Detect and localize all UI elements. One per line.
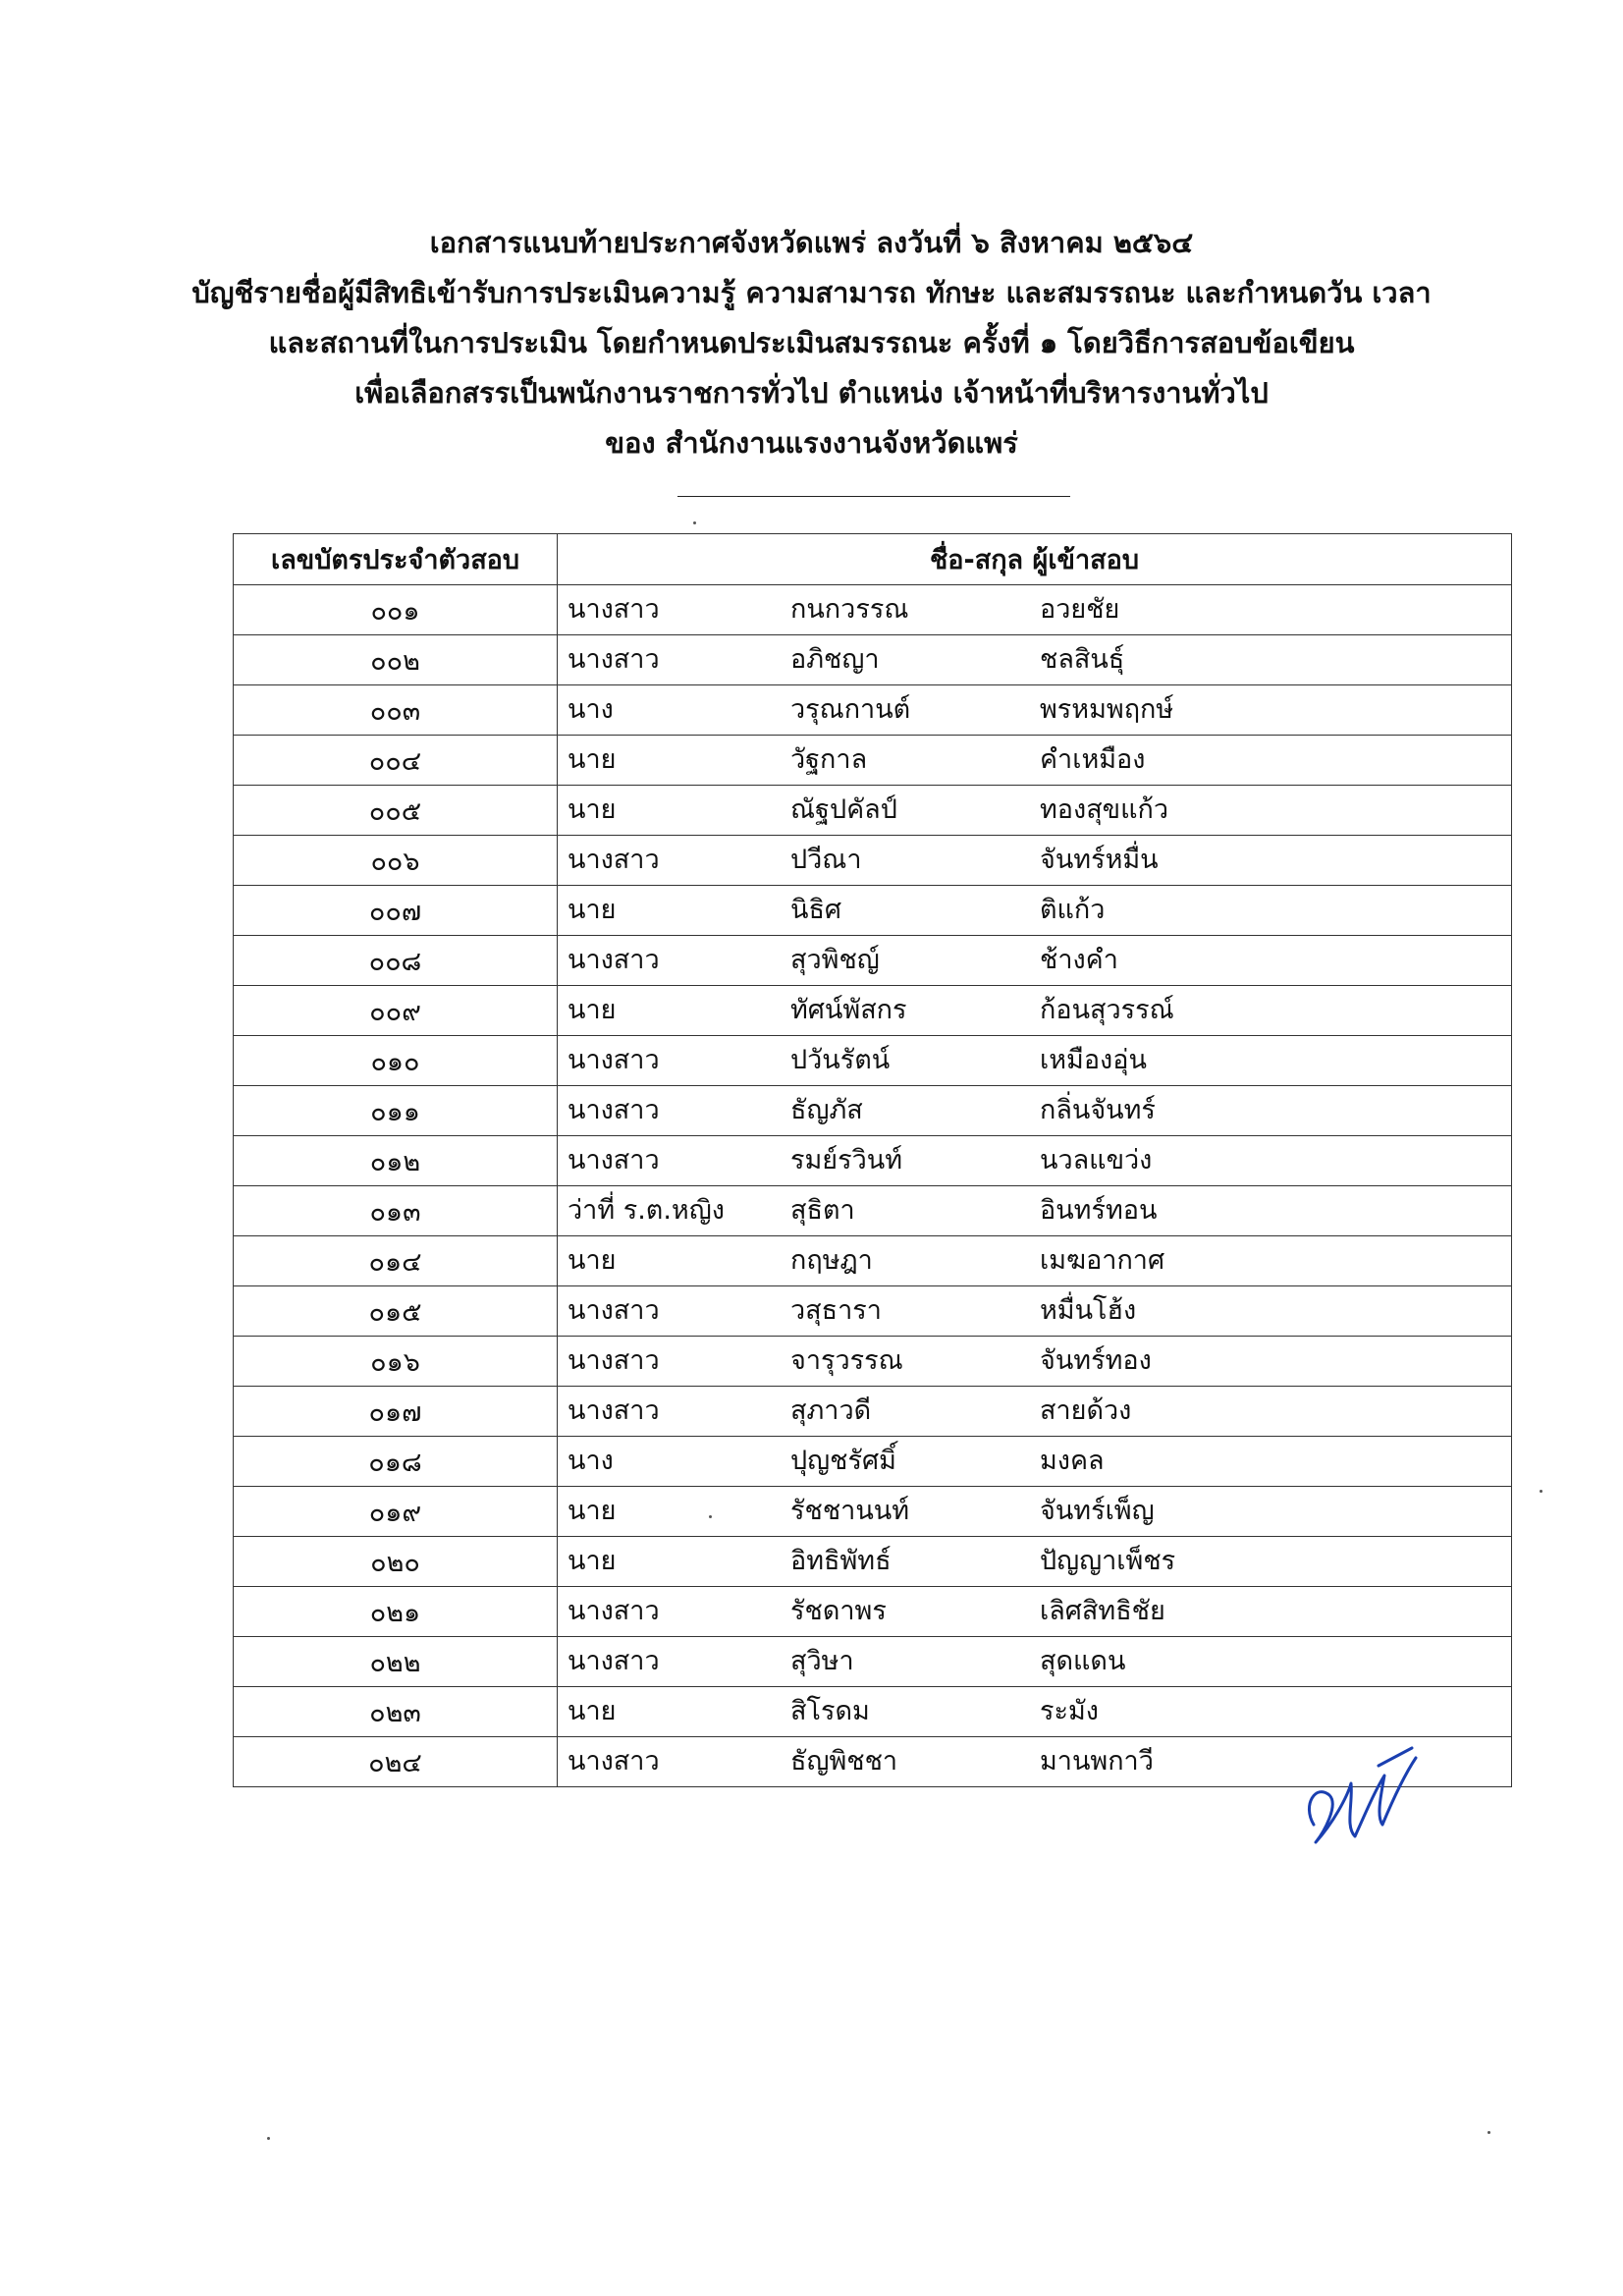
candidate-name [558, 1136, 1512, 1186]
table-row [234, 1086, 1512, 1136]
name-title: ว่าที่ ร.ต.หญิง [568, 1195, 725, 1226]
name-title: นางสาว [568, 945, 660, 975]
last-name: นวลแขว่ง [1040, 1145, 1153, 1175]
scan-speck [267, 2137, 270, 2140]
first-name: กฤษฎา [790, 1245, 873, 1276]
exam-id: ๐๒๒ [234, 1637, 558, 1687]
name-title: นาง [568, 1446, 614, 1476]
last-name: เมฆอากาศ [1040, 1245, 1165, 1276]
exam-id: ๐๐๒ [234, 635, 558, 685]
candidate-name [558, 635, 1512, 685]
exam-id: ๐๐๔ [234, 736, 558, 786]
header-divider [677, 496, 1070, 497]
first-name: สุวพิชญ์ [790, 945, 880, 975]
table-body [234, 585, 1512, 1787]
candidate-name [558, 685, 1512, 736]
table-row [234, 936, 1512, 986]
last-name: จันทร์หมื่น [1040, 845, 1159, 875]
header-line-2: บัญชีรายชื่อผู้มีสิทธิเข้ารับการประเมินความรู้ ความสามารถ ทักษะ และสมรรถนะ และกำหนดวัน เวลา [191, 276, 1432, 309]
first-name: สุวิษา [790, 1646, 854, 1676]
table-row [234, 1286, 1512, 1337]
name-title: นางสาว [568, 1295, 660, 1326]
exam-id: ๐๒๓ [234, 1687, 558, 1737]
first-name: ปวันรัตน์ [790, 1045, 891, 1075]
name-title: นางสาว [568, 1045, 660, 1075]
first-name: รัชดาพร [790, 1596, 887, 1626]
last-name: ระมัง [1040, 1696, 1099, 1726]
exam-id: ๐๑๕ [234, 1286, 558, 1337]
name-title: นางสาว [568, 594, 660, 625]
candidate-name [558, 1587, 1512, 1637]
candidate-name [558, 936, 1512, 986]
first-name: วัฐกาล [790, 744, 868, 775]
exam-id: ๐๐๓ [234, 685, 558, 736]
first-name: รมย์รวินท์ [790, 1145, 903, 1175]
name-title: นางสาว [568, 1596, 660, 1626]
name-title: นาย [568, 1496, 617, 1526]
scan-speck [1540, 1490, 1542, 1493]
first-name: ปุญชรัศมิ์ [790, 1446, 896, 1476]
name-title: นางสาว [568, 1345, 660, 1376]
exam-id: ๐๑๒ [234, 1136, 558, 1186]
first-name: ธัญพิชชา [790, 1746, 898, 1777]
candidate-name [558, 1487, 1512, 1537]
candidate-table [233, 533, 1512, 1787]
last-name: มงคล [1040, 1446, 1105, 1476]
candidate-name [558, 736, 1512, 786]
candidate-name [558, 1036, 1512, 1086]
exam-id: ๐๑๖ [234, 1337, 558, 1387]
table-row [234, 1487, 1512, 1537]
exam-id: ๐๑๐ [234, 1036, 558, 1086]
name-title: นาย [568, 1696, 617, 1726]
first-name: จารุวรรณ [790, 1345, 903, 1376]
candidate-name [558, 1086, 1512, 1136]
last-name: กลิ่นจันทร์ [1040, 1095, 1156, 1125]
candidate-name [558, 1236, 1512, 1286]
table-row [234, 1637, 1512, 1687]
name-title: นางสาว [568, 644, 660, 675]
name-title: นาย [568, 995, 617, 1025]
table-row [234, 836, 1512, 886]
exam-id: ๐๑๗ [234, 1387, 558, 1437]
name-title: นาย [568, 1546, 617, 1576]
table-row [234, 635, 1512, 685]
candidate-name [558, 1637, 1512, 1687]
candidate-name [558, 1186, 1512, 1236]
last-name: อินทร์ทอน [1040, 1195, 1158, 1226]
table-row [234, 1036, 1512, 1086]
exam-id: ๐๑๔ [234, 1236, 558, 1286]
table-row [234, 585, 1512, 635]
table-row [234, 1236, 1512, 1286]
first-name: วรุณกานต์ [790, 694, 911, 725]
first-name: กนกวรรณ [790, 594, 909, 625]
last-name: ทองสุขแก้ว [1040, 794, 1169, 825]
table-row [234, 736, 1512, 786]
name-title: นาย [568, 1245, 617, 1276]
first-name: สุภาวดี [790, 1395, 872, 1426]
last-name: ปัญญาเพ็ชร [1040, 1546, 1176, 1576]
first-name: วสุธารา [790, 1295, 882, 1326]
exam-id: ๐๐๙ [234, 986, 558, 1036]
table-row [234, 1136, 1512, 1186]
last-name: มานพกาวี [1040, 1746, 1154, 1777]
table-row [234, 1537, 1512, 1587]
last-name: ก้อนสุวรรณ์ [1040, 995, 1174, 1025]
last-name: สุดแดน [1040, 1646, 1126, 1676]
last-name: อวยชัย [1040, 594, 1120, 625]
exam-id: ๐๒๑ [234, 1587, 558, 1637]
last-name: เหมืองอุ่น [1040, 1045, 1147, 1075]
first-name: อภิชญา [790, 644, 880, 675]
first-name: ธัญภัส [790, 1095, 863, 1125]
first-name: ทัศน์พัสกร [790, 995, 907, 1025]
last-name: หมื่นโฮ้ง [1040, 1295, 1137, 1326]
table-row [234, 1387, 1512, 1437]
candidate-name [558, 986, 1512, 1036]
first-name: อิทธิพัทธ์ [790, 1546, 892, 1576]
candidate-name [558, 1537, 1512, 1587]
header-line-5: ของ สำนักงานแรงงานจังหวัดแพร่ [605, 426, 1018, 460]
table-row [234, 1186, 1512, 1236]
candidate-name [558, 1387, 1512, 1437]
last-name: คำเหมือง [1040, 744, 1146, 775]
name-title: นางสาว [568, 1145, 660, 1175]
signature [1294, 1707, 1422, 1864]
table-row [234, 1437, 1512, 1487]
scan-speck [693, 521, 696, 524]
exam-id: ๐๐๕ [234, 786, 558, 836]
first-name: นิธิศ [790, 895, 842, 925]
header-line-3: และสถานที่ในการประเมิน โดยกำหนดประเมินสมรรถนะ ครั้งที่ ๑ โดยวิธีการสอบข้อเขียน [268, 326, 1355, 359]
candidate-name [558, 1337, 1512, 1387]
first-name: สุธิตา [790, 1195, 855, 1226]
header-exam-id: เลขบัตรประจำตัวสอบ [234, 534, 558, 585]
table-row [234, 986, 1512, 1036]
candidate-name [558, 836, 1512, 886]
last-name: จันทร์ทอง [1040, 1345, 1152, 1376]
exam-id: ๐๐๑ [234, 585, 558, 635]
name-title: นาง [568, 694, 614, 725]
scan-speck [709, 1515, 712, 1518]
exam-id: ๐๑๑ [234, 1086, 558, 1136]
exam-id: ๐๒๐ [234, 1537, 558, 1587]
exam-id: ๐๑๓ [234, 1186, 558, 1236]
table-header-row [234, 534, 1512, 585]
first-name: ปวีณา [790, 845, 862, 875]
name-title: นาย [568, 895, 617, 925]
exam-id: ๐๐๖ [234, 836, 558, 886]
first-name: สิโรดม [790, 1696, 870, 1726]
name-title: นาย [568, 744, 617, 775]
scan-speck [1488, 2131, 1490, 2134]
table-row [234, 886, 1512, 936]
name-title: นางสาว [568, 1646, 660, 1676]
last-name: พรหมพฤกษ์ [1040, 694, 1174, 725]
table-row [234, 1337, 1512, 1387]
first-name: รัชชานนท์ [790, 1496, 910, 1526]
first-name: ณัฐปคัลป์ [790, 794, 897, 825]
last-name: เลิศสิทธิชัย [1040, 1596, 1165, 1626]
header-line-4: เพื่อเลือกสรรเป็นพนักงานราชการทั่วไป ตำแหน่ง เจ้าหน้าที่บริหารงานทั่วไป [354, 376, 1269, 410]
name-title: นางสาว [568, 845, 660, 875]
candidate-name [558, 1286, 1512, 1337]
candidate-name [558, 585, 1512, 635]
table-row [234, 786, 1512, 836]
last-name: สายด้วง [1040, 1395, 1132, 1426]
table-row [234, 685, 1512, 736]
header-line-1: เอกสารแนบท้ายประกาศจังหวัดแพร่ ลงวันที่ ๖ สิงหาคม ๒๕๖๔ [429, 226, 1194, 259]
last-name: ติแก้ว [1040, 895, 1106, 925]
exam-id: ๐๐๗ [234, 886, 558, 936]
exam-id: ๐๒๔ [234, 1737, 558, 1787]
exam-id: ๐๑๘ [234, 1437, 558, 1487]
name-title: นางสาว [568, 1746, 660, 1777]
last-name: ชลสินธุ์ [1040, 644, 1125, 675]
exam-id: ๐๑๙ [234, 1487, 558, 1537]
exam-id: ๐๐๘ [234, 936, 558, 986]
document-header [0, 218, 1623, 468]
header-candidate-name: ชื่อ-สกุล ผู้เข้าสอบ [558, 534, 1512, 585]
last-name: จันทร์เพ็ญ [1040, 1496, 1155, 1526]
candidate-name [558, 1437, 1512, 1487]
name-title: นาย [568, 794, 617, 825]
table-row [234, 1587, 1512, 1637]
candidate-name [558, 886, 1512, 936]
last-name: ช้างคำ [1040, 945, 1118, 975]
candidate-name [558, 786, 1512, 836]
name-title: นางสาว [568, 1095, 660, 1125]
name-title: นางสาว [568, 1395, 660, 1426]
